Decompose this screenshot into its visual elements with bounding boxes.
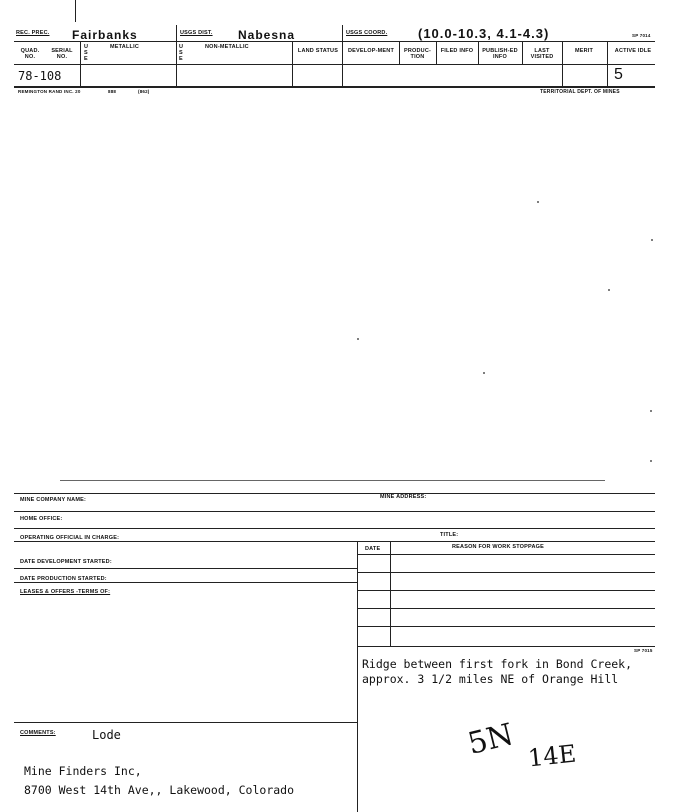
stoppage-rule — [357, 626, 655, 627]
form-number-bottom: SP 7015 — [634, 648, 653, 653]
lower-rule — [14, 493, 655, 494]
stoppage-date-divider — [390, 541, 391, 646]
col-development: DEVELOP-MENT — [347, 48, 395, 54]
scan-speck — [357, 338, 359, 340]
lower-rule — [14, 528, 655, 529]
date-prod-started-label: DATE PRODUCTION STARTED: — [20, 576, 107, 582]
leases-label: LEASES & OFFERS -TERMS OF: — [20, 589, 111, 595]
usgs-coord-label: USGS COORD. — [346, 30, 388, 36]
location-line-1: Ridge between first fork in Bond Creek, — [362, 657, 633, 671]
usgs-coord-value: (10.0-10.3, 4.1-4.3) — [418, 26, 550, 41]
lower-rule — [14, 722, 357, 723]
printer-code-1: 888 — [108, 89, 117, 94]
merit-mark: 5 — [614, 66, 624, 83]
lower-rule — [14, 541, 655, 542]
punch-mark — [75, 0, 76, 22]
header-divider — [176, 25, 177, 86]
card-edge-line — [60, 480, 605, 481]
col-land-status: LAND STATUS — [297, 48, 339, 54]
col-production: PRODUC-TION — [403, 48, 432, 61]
lower-divider — [357, 541, 358, 812]
usgs-dist-label: USGS DIST. — [180, 30, 213, 36]
header-rule-bottom — [14, 86, 655, 88]
title-label: TITLE: — [440, 532, 459, 538]
owner-line-2: 8700 West 14th Ave,, Lakewood, Colorado — [24, 783, 295, 797]
header-divider — [399, 41, 400, 64]
stoppage-rule — [357, 646, 655, 647]
comments-value: Lode — [92, 728, 121, 742]
handwritten-range: 14E — [526, 739, 578, 773]
mine-address-label: MINE ADDRESS: — [380, 494, 427, 500]
col-metallic: METALLIC — [110, 44, 139, 50]
scan-speck — [483, 372, 485, 374]
lower-rule — [14, 511, 655, 512]
printer-line: REMINGTON RAND INC. 20 — [18, 89, 81, 94]
rec-prec-value: Fairbanks — [72, 28, 138, 42]
lower-rule — [14, 582, 357, 583]
reason-col-header: REASON FOR WORK STOPPAGE — [452, 544, 544, 550]
header-divider — [292, 41, 293, 86]
quad-serial-value: 78-108 — [18, 69, 62, 83]
scan-speck — [650, 410, 652, 412]
stoppage-rule — [357, 554, 655, 555]
operating-official-label: OPERATING OFFICIAL IN CHARGE: — [20, 535, 120, 541]
header-divider — [522, 41, 523, 64]
col-non-metallic: NON-METALLIC — [205, 44, 249, 50]
rec-prec-label: REC. PREC. — [16, 30, 50, 36]
header-divider — [562, 41, 563, 86]
col-last-visited: LAST VISITED — [530, 48, 554, 61]
header-divider — [436, 41, 437, 64]
scan-speck — [650, 460, 652, 462]
home-office-label: HOME OFFICE: — [20, 516, 63, 522]
header-rule-mid — [14, 64, 655, 65]
col-use-metallic: U S E — [84, 44, 89, 63]
scan-speck — [651, 239, 653, 241]
header-divider — [80, 41, 81, 86]
header-divider — [342, 25, 343, 86]
scan-speck — [608, 289, 610, 291]
comments-label: COMMENTS: — [20, 730, 56, 736]
col-published-info: PUBLISH-ED INFO — [482, 48, 518, 61]
header-divider — [607, 41, 608, 86]
header-rule-top — [14, 41, 655, 42]
col-use-nonmetallic: U S E — [179, 44, 184, 63]
handwritten-township: 5N — [464, 717, 517, 762]
stoppage-rule — [357, 572, 655, 573]
col-filed-info: FILED INFO — [440, 48, 474, 54]
col-merit: MERIT — [574, 48, 594, 54]
date-dev-started-label: DATE DEVELOPMENT STARTED: — [20, 559, 112, 565]
stoppage-rule — [357, 608, 655, 609]
col-quad-no: QUAD. NO. — [20, 48, 40, 61]
printer-code-2: (862) — [138, 89, 150, 94]
stoppage-rule — [357, 590, 655, 591]
form-number-top: SP 7014 — [632, 33, 651, 38]
lower-rule — [14, 568, 357, 569]
scan-speck — [537, 201, 539, 203]
col-serial-no: SERIAL NO. — [51, 48, 73, 61]
usgs-dist-value: Nabesna — [238, 28, 296, 42]
territorial-dept: TERRITORIAL DEPT. OF MINES — [540, 89, 620, 95]
header-divider — [478, 41, 479, 64]
location-line-2: approx. 3 1/2 miles NE of Orange Hill — [362, 672, 619, 686]
owner-line-1: Mine Finders Inc, — [24, 764, 142, 778]
date-col-header: DATE — [365, 546, 381, 552]
col-active-idle: ACTIVE IDLE — [614, 48, 652, 54]
mine-company-name-label: MINE COMPANY NAME: — [20, 497, 87, 503]
